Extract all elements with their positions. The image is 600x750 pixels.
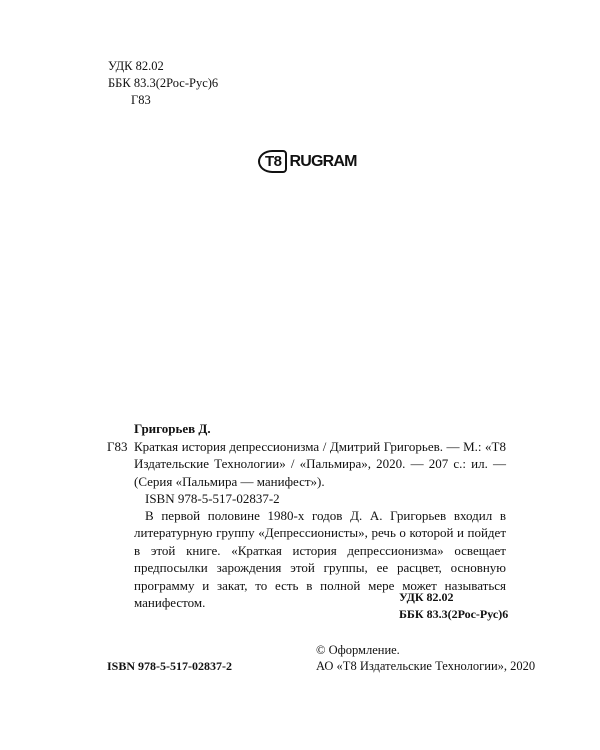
publisher-logo	[258, 150, 357, 173]
logo-wordmark: RUGRAM	[289, 152, 357, 170]
logo-mark: T8	[258, 150, 287, 173]
copyright-line-2: АО «Т8 Издательские Технологии», 2020	[316, 659, 536, 673]
copyright-line-1: © Оформление.	[316, 643, 400, 657]
record-isbn: ISBN 978-5-517-02837-2	[145, 491, 280, 506]
udk-code-bottom: УДК 82.02	[399, 590, 454, 604]
bbk-code-bottom: ББК 83.3(2Рос-Рус)6	[399, 607, 509, 621]
author-sign-code: Г83	[131, 93, 151, 107]
bbk-code: ББК 83.3(2Рос-Рус)6	[108, 76, 219, 90]
bottom-classification	[399, 589, 508, 623]
bibliographic-description: Краткая история депрессионизма / Дмитрий Григорьев. — М.: «Т8 Издательские Технологии» / «Пальмира», 2020. — 207 с.: ил. — (Серия «Пальмира — манифест»).	[134, 439, 506, 489]
udk-code: УДК 82.02	[108, 59, 164, 73]
top-classification	[108, 58, 218, 109]
annotation: В первой половине 1980-х годов Д. А. Григорьев входил в литературную группу «Депрессионисты», речь о которой и пойдет в этой книге. «Краткая история депрессионизма» освещает предпосылки зарождения этой группы, ее расцвет, основную программу и закат, то есть в полной мере может называться манифестом.	[134, 508, 506, 611]
footer-isbn: ISBN 978-5-517-02837-2	[107, 659, 232, 673]
record-code: Г83	[107, 439, 128, 454]
author-name: Григорьев Д.	[134, 421, 211, 436]
